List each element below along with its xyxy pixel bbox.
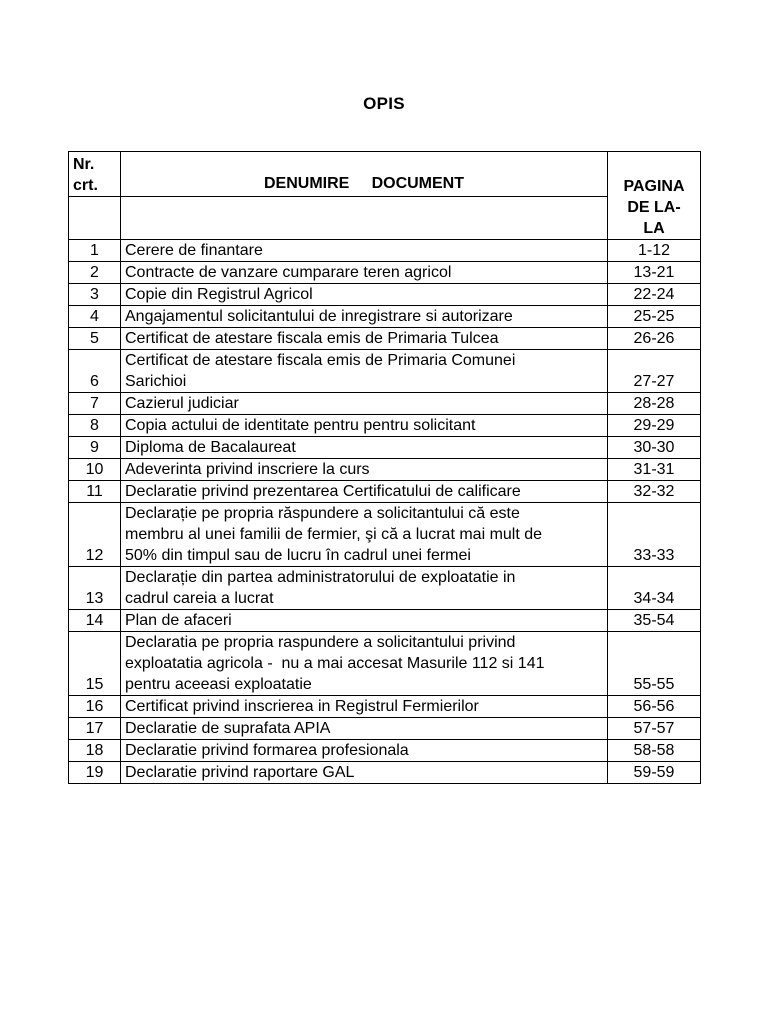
- table-row: [69, 261, 701, 283]
- row-nr-crt: 10: [69, 458, 121, 480]
- subheader-nr-empty: [69, 197, 121, 240]
- table-row: [69, 436, 701, 458]
- row-document-name: [121, 480, 608, 502]
- table-row: [69, 695, 701, 717]
- row-document-name: [121, 458, 608, 480]
- row-document-name: [121, 327, 608, 349]
- header-nr-line1: Nr.: [73, 156, 95, 173]
- row-document-name: [121, 305, 608, 327]
- header-de-la-line2: LA: [643, 219, 665, 237]
- row-document-text: Declarație din partea administratorului de exploatatie in cadrul careia a lucrat: [125, 568, 516, 607]
- row-nr-crt: 7: [69, 392, 121, 414]
- row-document-name: [121, 414, 608, 436]
- row-nr-crt: 19: [69, 761, 121, 783]
- table-row: [69, 609, 701, 631]
- row-nr-crt: 11: [69, 480, 121, 502]
- row-document-text: Copie din Registrul Agricol: [125, 285, 313, 303]
- header-nr-crt: [69, 152, 121, 197]
- row-document-name: [121, 239, 608, 261]
- header-de-la-line1: DE LA-: [627, 198, 681, 216]
- row-document-text: Declaratie privind formarea profesionala: [125, 741, 409, 759]
- header-nr-line2: crt.: [73, 177, 98, 194]
- row-document-text: Angajamentul solicitantului de inregistrare si autorizare: [125, 307, 513, 325]
- row-document-text: Adeverinta privind inscriere la curs: [125, 460, 370, 478]
- row-document-name: [121, 609, 608, 631]
- row-nr-crt: 9: [69, 436, 121, 458]
- row-document-text: Contracte de vanzare cumparare teren agricol: [125, 263, 452, 281]
- row-document-text: Declaratie de suprafata APIA: [125, 719, 331, 737]
- row-nr-crt: 4: [69, 305, 121, 327]
- row-document-name: [121, 261, 608, 283]
- row-pages: 58-58: [608, 739, 701, 761]
- row-document-text: Copia actului de identitate pentru pentru solicitant: [125, 416, 476, 434]
- table-row: [69, 761, 701, 783]
- header-pagina: PAGINA: [608, 152, 701, 197]
- row-document-text: Certificat de atestare fiscala emis de Primaria Tulcea: [125, 329, 499, 347]
- row-nr-crt: 1: [69, 239, 121, 261]
- opis-table-body: [69, 152, 701, 784]
- row-pages: 1-12: [608, 239, 701, 261]
- row-document-text: Declarație pe propria răspundere a solicitantului că este membru al unei familii de fermier, şi că a lucrat mai mult de 50% din timpul sau de lucru în cadrul unei fermei: [125, 504, 543, 564]
- row-pages: 28-28: [608, 392, 701, 414]
- row-pages: 13-21: [608, 261, 701, 283]
- row-pages: 27-27: [608, 349, 701, 392]
- table-row: [69, 414, 701, 436]
- row-pages: 34-34: [608, 566, 701, 609]
- table-row: [69, 502, 701, 566]
- table-row: [69, 739, 701, 761]
- row-nr-crt: 14: [69, 609, 121, 631]
- row-document-name: [121, 695, 608, 717]
- row-document-text: Declaratia pe propria raspundere a solicitantului privind exploatatia agricola - nu a mai accesat Masurile 112 si 141 pentru aceeasi exploatatie: [125, 633, 545, 693]
- row-pages: 25-25: [608, 305, 701, 327]
- table-row: [69, 283, 701, 305]
- table-row: [69, 239, 701, 261]
- header-document-label: DENUMIRE DOCUMENT: [264, 175, 464, 192]
- row-nr-crt: 16: [69, 695, 121, 717]
- table-header-row: [69, 152, 701, 197]
- header-document-name: [121, 152, 608, 197]
- row-document-text: Diploma de Bacalaureat: [125, 438, 296, 456]
- table-row: [69, 305, 701, 327]
- row-document-name: [121, 436, 608, 458]
- row-document-text: Cazierul judiciar: [125, 394, 239, 412]
- table-row: [69, 480, 701, 502]
- row-document-name: [121, 283, 608, 305]
- row-document-name: [121, 502, 608, 566]
- row-document-text: Certificat privind inscrierea in Registrul Fermierilor: [125, 697, 479, 715]
- row-nr-crt: 15: [69, 631, 121, 695]
- row-document-name: [121, 566, 608, 609]
- row-nr-crt: 18: [69, 739, 121, 761]
- table-row: [69, 458, 701, 480]
- row-document-name: [121, 761, 608, 783]
- row-pages: 30-30: [608, 436, 701, 458]
- row-document-text: Cerere de finantare: [125, 241, 263, 259]
- row-document-name: [121, 349, 608, 392]
- row-document-text: Declaratie privind prezentarea Certificatului de calificare: [125, 482, 521, 500]
- row-document-text: Declaratie privind raportare GAL: [125, 763, 355, 781]
- table-row: [69, 349, 701, 392]
- row-pages: 26-26: [608, 327, 701, 349]
- row-nr-crt: 5: [69, 327, 121, 349]
- table-subheader-row: [69, 197, 701, 240]
- document-title: OPIS: [363, 94, 405, 113]
- table-row: [69, 327, 701, 349]
- table-row: [69, 392, 701, 414]
- row-pages: 59-59: [608, 761, 701, 783]
- row-pages: 33-33: [608, 502, 701, 566]
- row-pages: 35-54: [608, 609, 701, 631]
- row-document-name: [121, 717, 608, 739]
- row-nr-crt: 6: [69, 349, 121, 392]
- subheader-document-empty: [121, 197, 608, 240]
- row-document-text: Certificat de atestare fiscala emis de Primaria Comunei Sarichioi: [125, 351, 516, 390]
- row-document-name: [121, 739, 608, 761]
- row-pages: 22-24: [608, 283, 701, 305]
- table-row: [69, 717, 701, 739]
- row-nr-crt: 13: [69, 566, 121, 609]
- table-row: [69, 631, 701, 695]
- row-nr-crt: 12: [69, 502, 121, 566]
- row-nr-crt: 2: [69, 261, 121, 283]
- row-document-name: [121, 631, 608, 695]
- row-pages: 29-29: [608, 414, 701, 436]
- row-nr-crt: 3: [69, 283, 121, 305]
- row-pages: 57-57: [608, 717, 701, 739]
- row-nr-crt: 17: [69, 717, 121, 739]
- header-de-la-la: [608, 197, 701, 240]
- row-pages: 55-55: [608, 631, 701, 695]
- row-document-text: Plan de afaceri: [125, 611, 232, 629]
- row-pages: 31-31: [608, 458, 701, 480]
- opis-table: [68, 151, 701, 784]
- row-pages: 32-32: [608, 480, 701, 502]
- row-pages: 56-56: [608, 695, 701, 717]
- row-document-name: [121, 392, 608, 414]
- row-nr-crt: 8: [69, 414, 121, 436]
- table-row: [69, 566, 701, 609]
